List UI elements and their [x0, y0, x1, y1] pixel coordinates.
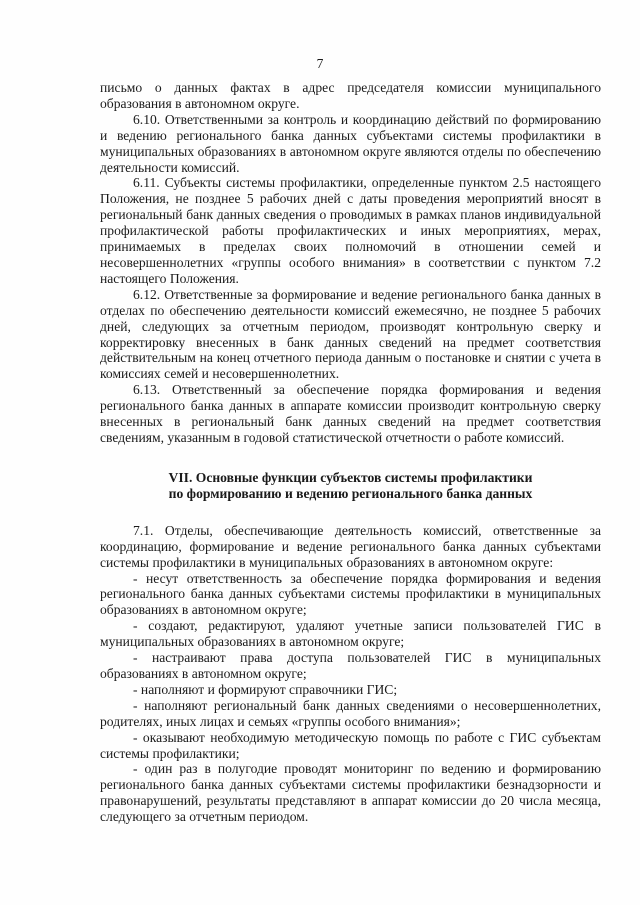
document-body	[100, 80, 601, 825]
paragraph: - один раз в полугодие проводят мониторинг по ведению и формированию регионального банка данных субъектами системы профилактики безнадзорности и правонарушений, результаты представляют в аппарат комиссии до 20 числа месяца, следующего за отчетным периодом.	[100, 761, 601, 825]
paragraph: - настраивают права доступа пользователей ГИС в муниципальных образованиях в автономном округе;	[100, 650, 601, 681]
paragraph: письмо о данных фактах в адрес председателя комиссии муниципального образования в автономном округе.	[100, 80, 601, 111]
paragraphs-before-section	[100, 80, 601, 446]
section-heading-line-2: по формированию и ведению регионального банка данных	[168, 486, 533, 502]
paragraph: 6.13. Ответственный за обеспечение порядка формирования и ведения регионального банка данных в аппарате комиссии производит контрольную сверку внесенных в региональный банк данных сведений на предмет соответствия сведениям, указанным в годовой статистической отчетности о работе комиссий.	[100, 382, 601, 445]
section-heading	[100, 470, 601, 503]
paragraph: - оказывают необходимую методическую помощь по работе с ГИС субъектам системы профилактики;	[100, 729, 601, 761]
paragraph: - наполняют региональный банк данных сведениями о несовершеннолетних, родителях, иных лицах и семьях «группы особого внимания»;	[100, 697, 601, 729]
paragraph: - создают, редактируют, удаляют учетные записи пользователей ГИС в муниципальных образованиях в автономном округе;	[100, 618, 601, 650]
section-heading-line-1: VII. Основные функции субъектов системы профилактики	[168, 469, 533, 485]
paragraph: - наполняют и формируют справочники ГИС;	[133, 681, 398, 697]
paragraph: 6.12. Ответственные за формирование и ведение регионального банка данных в отделах по обеспечению деятельности комиссий ежемесячно, не позднее 5 рабочих дней, следующих за отчетным периодом, производят контрольную сверку и корректировку внесенных в банк данных сведений на предмет соответствия действительным на конец отчетного периода данным о постановке и снятии с учета в комиссиях семей и несовершеннолетних.	[100, 286, 601, 382]
paragraph: 6.10. Ответственными за контроль и координацию действий по формированию и ведению регионального банка данных субъектами системы профилактики в муниципальных образованиях в автономном округе являются отделы по обеспечению деятельности комиссий.	[100, 111, 601, 175]
paragraph: 6.11. Субъекты системы профилактики, определенные пунктом 2.5 настоящего Положения, не позднее 5 рабочих дней с даты проведения мероприятий вносят в региональный банк данных сведения о проводимых в рамках планов индивидуальной профилактической работы профилактических и иных мероприятиях, мерах, принимаемых в пределах своих полномочий в отношении семей и несовершеннолетних «группы особого внимания» в соответствии с пунктом 7.2 настоящего Положения.	[100, 175, 601, 286]
paragraphs-after-section	[100, 523, 601, 825]
paragraph: - несут ответственность за обеспечение порядка формирования и ведения регионального банка данных субъектами системы профилактики в муниципальных образованиях в автономном округе;	[100, 570, 601, 618]
paragraph: 7.1. Отделы, обеспечивающие деятельность комиссий, ответственные за координацию, формирование и ведение регионального банка данных субъектами системы профилактики в муниципальных образованиях в автономном округе:	[100, 522, 601, 570]
page-number: 7	[316, 56, 324, 71]
